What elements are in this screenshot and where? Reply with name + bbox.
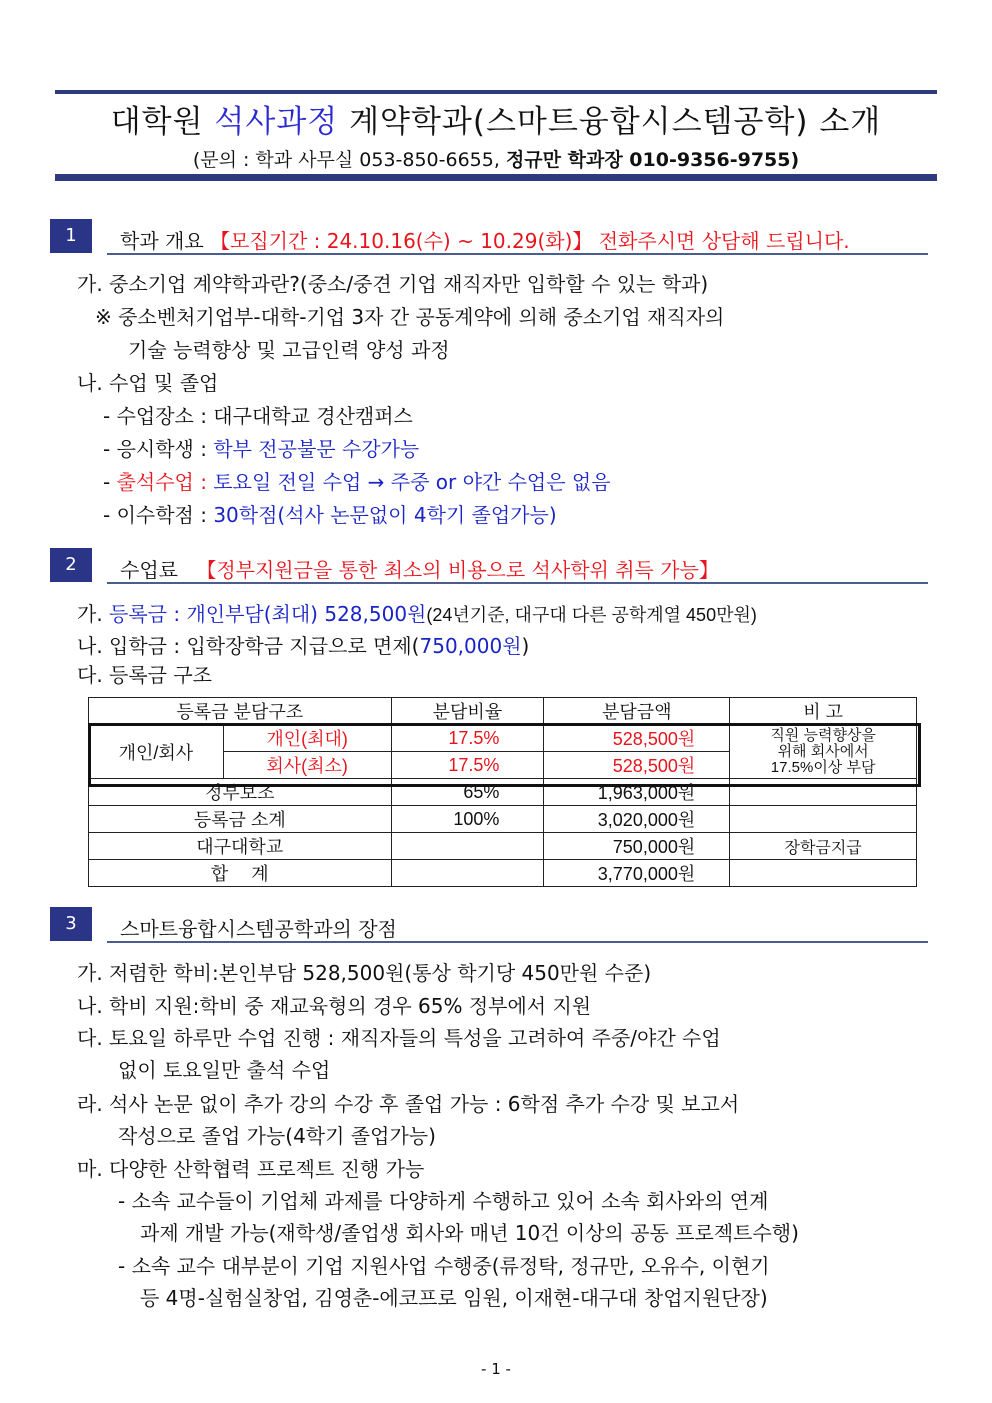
- header-amount: 분담금액: [544, 698, 730, 725]
- s3-item-da-line2: 없이 토요일만 출석 수업: [118, 1058, 331, 1082]
- section2-title: 수업료 【정부지원금을 통한 최소의 비용으로 석사학위 취득 가능】: [120, 558, 719, 582]
- s3-item-ma: 마. 다양한 산학협력 프로젝트 진행 가능: [77, 1157, 425, 1181]
- company-amount: 528,500원: [544, 752, 730, 779]
- company-ratio: 17.5%: [391, 752, 544, 779]
- s3-item-na: 나. 학비 지원:학비 중 재교육형의 경우 65% 정부에서 지원: [77, 994, 592, 1018]
- table-row: 등록금 소계 100% 3,020,000원: [89, 806, 917, 833]
- s1-item-ga: 가. 중소기업 계약학과란?(중소/중견 기업 재직자만 입학할 수 있는 학과): [77, 272, 709, 296]
- group-note: 직원 능력향상을 위해 회사에서 17.5%이상 부담: [730, 725, 917, 779]
- table-header-row: [89, 698, 917, 725]
- header-structure: 등록금 분담구조: [89, 698, 392, 725]
- title-highlight: 석사과정: [214, 104, 339, 140]
- s3-sub2-line1: - 소속 교수 대부분이 기업 지원사업 수행중(류정탁, 정규만, 오유수, 이현기: [118, 1254, 770, 1278]
- s1-item-na: 나. 수업 및 졸업: [77, 371, 219, 395]
- contact-info: (문의 : 학과 사무실 053-850-6655, 정규만 학과장 010-9356-9755): [192, 149, 800, 171]
- personal-ratio: 17.5%: [391, 725, 544, 752]
- section2-underline: [107, 582, 928, 584]
- s3-item-da-line1: 다. 토요일 하루만 수업 진행 : 재직자들의 특성을 고려하여 주중/야간 수업: [77, 1026, 721, 1050]
- s3-item-ra-line1: 라. 석사 논문 없이 추가 강의 수강 후 졸업 가능 : 6학점 추가 수강 및 보고서: [77, 1092, 740, 1116]
- s2-item-na: 나. 입학금 : 입학장학금 지급으로 면제(750,000원): [77, 634, 530, 658]
- s1-note-line2: 기술 능력향상 및 고급인력 양성 과정: [128, 338, 450, 362]
- table-row: 합 계 3,770,000원: [89, 860, 917, 887]
- s1-note-line1: ※ 중소벤처기업부-대학-기업 3자 간 공동계약에 의해 중소기업 재직자의: [95, 305, 725, 329]
- s2-item-ga: 가. 등록금 : 개인부담(최대) 528,500원(24년기준, 대구대 다른 공학계열 450만원): [77, 602, 757, 626]
- table-row: 대구대학교 750,000원 장학금지급: [89, 833, 917, 860]
- company-label: 회사(최소): [223, 752, 391, 779]
- section3-number: 3: [50, 907, 92, 941]
- s3-item-ra-line2: 작성으로 졸업 가능(4학기 졸업가능): [118, 1124, 436, 1148]
- s1-bullet-credits: - 이수학점 : 30학점(석사 논문없이 4학기 졸업가능): [103, 503, 557, 527]
- fee-structure-table: [88, 697, 917, 887]
- table-row: [89, 725, 917, 752]
- section2-number: 2: [50, 548, 92, 582]
- group-label: 개인/회사: [89, 725, 224, 779]
- section1-number: 1: [50, 219, 92, 253]
- s3-sub1-line1: - 소속 교수들이 기업체 과제를 다양하게 수행하고 있어 소속 회사와의 연계: [118, 1189, 769, 1213]
- header-ratio: 분담비율: [391, 698, 544, 725]
- section3-underline: [107, 941, 928, 943]
- personal-amount: 528,500원: [544, 725, 730, 752]
- s3-sub2-line2: 등 4명-실험실창업, 김영춘-에코프로 임원, 이재현-대구대 창업지원단장): [140, 1286, 768, 1310]
- s1-bullet-location: - 수업장소 : 대구대학교 경산캠퍼스: [103, 404, 413, 428]
- s2-item-da: 다. 등록금 구조: [77, 663, 212, 687]
- page-number: - 1 -: [481, 1360, 511, 1378]
- section1-underline: [107, 253, 928, 255]
- header-note: 비 고: [730, 698, 917, 725]
- s1-bullet-students: - 응시학생 : 학부 전공불문 수강가능: [103, 437, 420, 461]
- header-top-rule: [55, 90, 937, 94]
- s1-bullet-attendance: - 출석수업 : 토요일 전일 수업 → 주중 or 야간 수업은 없음: [103, 470, 611, 494]
- table-row: 정부보조 65% 1,963,000원: [89, 779, 917, 806]
- section3-title: 스마트융합시스템공학과의 장점: [120, 917, 397, 941]
- contact-department-head: 정규만 학과장 010-9356-9755): [505, 149, 800, 171]
- page-title: 대학원 석사과정 계약학과(스마트융합시스템공학) 소개: [110, 104, 882, 140]
- section1-title: 학과 개요 【모집기간 : 24.10.16(수) ~ 10.29(화)】 전화주시면 상담해 드립니다.: [120, 229, 850, 253]
- s3-item-ga: 가. 저렴한 학비:본인부담 528,500원(통상 학기당 450만원 수준): [77, 961, 652, 985]
- personal-label: 개인(최대): [223, 725, 391, 752]
- s3-sub1-line2: 과제 개발 가능(재학생/졸업생 회사와 매년 10건 이상의 공동 프로젝트수행): [140, 1221, 799, 1245]
- header-bottom-rule: [55, 174, 937, 181]
